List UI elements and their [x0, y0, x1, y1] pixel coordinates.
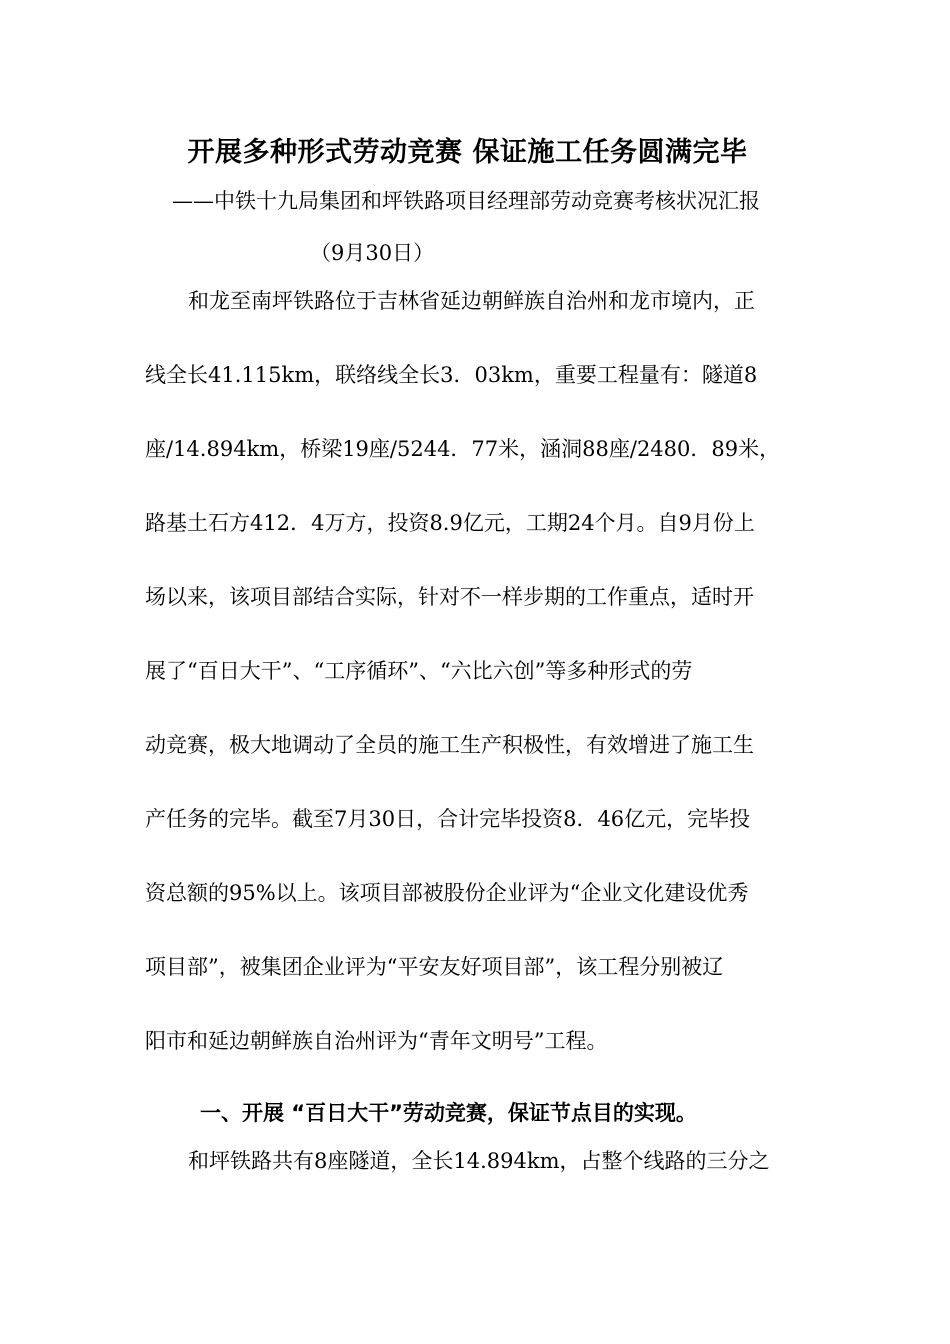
document-title: 开展多种形式劳动竞赛 保证施工任务圆满完毕: [187, 137, 748, 168]
paragraph-line: 场以来，该项目部结合实际，针对不一样步期的工作重点，适时开: [145, 585, 754, 609]
paragraph-line: 线全长41.115km，联络线全长3．03km，重要工程量有：隧道8: [145, 363, 758, 387]
document-subtitle: ——中铁十九局集团和坪铁路项目经理部劳动竞赛考核状况汇报: [172, 189, 760, 213]
paragraph-line: 和坪铁路共有8座隧道，全长14.894km，占整个线路的三分之: [188, 1149, 770, 1173]
paragraph-line: 展了“百日大干”、“工序循环”、“六比六创”等多种形式的劳: [145, 659, 693, 683]
report-date: （9月30日）: [310, 241, 435, 265]
paragraph-line: 资总额的95%以上。该项目部被股份企业评为“企业文化建设优秀: [145, 881, 749, 905]
paragraph-line: 项目部”，被集团企业评为“平安友好项目部”，该工程分别被辽: [145, 955, 724, 979]
paragraph-line: 路基土石方412．4万方，投资8.9亿元，工期24个月。自9月份上: [145, 511, 755, 535]
paragraph-line: 和龙至南坪铁路位于吉林省延边朝鲜族自治州和龙市境内，正: [188, 289, 755, 313]
section-heading: 一、开展 “百日大干”劳动竞赛，保证节点目的实现。: [200, 1101, 697, 1125]
paragraph-line: 座/14.894km，桥梁19座/5244．77米，涵洞88座/2480．89米，: [145, 437, 781, 461]
paragraph-line: 产任务的完毕。截至7月30日，合计完毕投资8．46亿元，完毕投: [145, 807, 751, 831]
paragraph-line: 阳市和延边朝鲜族自治州评为“青年文明号”工程。: [145, 1029, 608, 1053]
paragraph-line: 动竞赛，极大地调动了全员的施工生产积极性，有效增进了施工生: [145, 733, 754, 757]
